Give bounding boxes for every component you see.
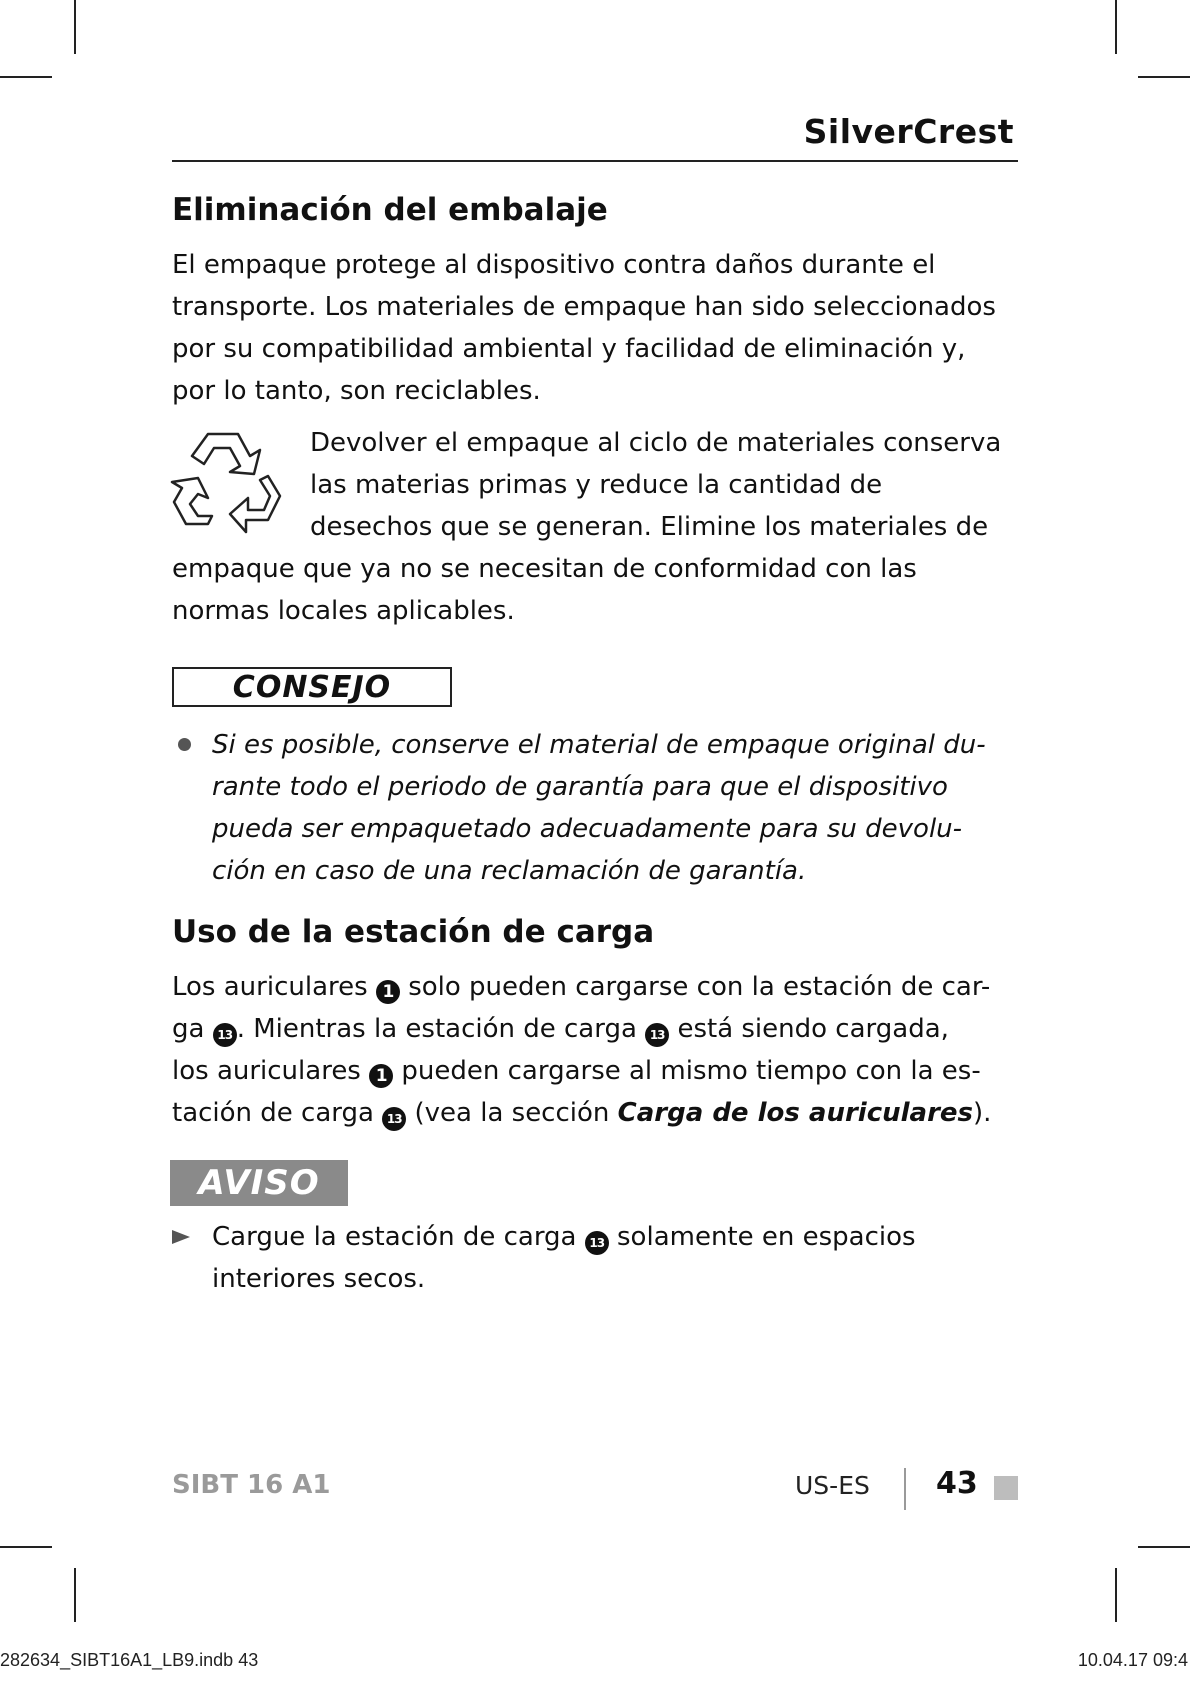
header-rule [172, 160, 1018, 162]
section-reference: Carga de los auriculares [617, 1098, 974, 1128]
recycle-paragraph: Devolver el empaque al ciclo de materiales conserva las materias primas y reduce la cantidad de desechos que se generan. Elimine los materiales de [310, 428, 1002, 542]
crop-mark [0, 1546, 52, 1548]
recycle-paragraph-continued: empaque que ya no se necesitan de conformidad con las normas locales aplicables. [172, 554, 917, 626]
page-number: 43 [936, 1466, 978, 1501]
ref-number-13: 13 [382, 1107, 406, 1131]
print-slug-file: 282634_SIBT16A1_LB9.indb 43 [0, 1650, 259, 1670]
recycle-icon [168, 424, 292, 538]
crop-mark [74, 1568, 76, 1622]
tip-label: CONSEJO [172, 667, 452, 707]
brand-logo: SilverCrest [803, 112, 1014, 151]
packaging-paragraph: El empaque protege al dispositivo contra daños durante el transporte. Los materiales de empaque han sido seleccionados por su compatibilidad ambiental y facilidad de eliminación y, por lo tanto, son reciclables. [172, 250, 996, 406]
ref-number-13: 13 [585, 1231, 609, 1255]
footer-divider [904, 1468, 906, 1510]
crop-mark [1138, 1546, 1190, 1548]
section-title-packaging: Eliminación del embalaje [172, 192, 608, 228]
crop-mark [1115, 1568, 1117, 1622]
bullet-icon [178, 738, 191, 751]
print-slug-datetime: 10.04.17 09:4 [1077, 1650, 1188, 1670]
ref-number-1: 1 [376, 980, 400, 1004]
crop-mark [0, 76, 52, 78]
tip-text: Si es posible, conserve el material de empaque original du- rante todo el periodo de garantía para que el dispositivo pueda ser empaquetado adecuadamente para su devolu- ción en caso de una reclamación de garantía. [212, 730, 986, 886]
ref-number-13: 13 [645, 1023, 669, 1047]
charging-paragraph: Los auriculares 1 solo pueden cargarse con la estación de car- ga 13 . Mientras la estación de carga 13 está siendo cargada, los auriculares 1 pueden cargarse al mismo tiempo con la es- tación de carga 13 (vea la sección Carga de los auriculares). [172, 966, 1022, 1134]
ref-number-1: 1 [369, 1064, 393, 1088]
crop-mark [1138, 76, 1190, 78]
footer-locale: US-ES [795, 1471, 870, 1500]
ref-number-13: 13 [213, 1023, 237, 1047]
arrow-bullet-icon [172, 1230, 190, 1244]
warning-text: Cargue la estación de carga 13 solamente en espacios interiores secos. [212, 1222, 916, 1294]
warning-label: AVISO [170, 1160, 348, 1206]
section-title-charging: Uso de la estación de carga [172, 914, 655, 950]
crop-mark [1115, 0, 1117, 54]
footer-model: SIBT 16 A1 [172, 1470, 331, 1500]
crop-mark [74, 0, 76, 54]
page-marker-icon [994, 1476, 1018, 1500]
